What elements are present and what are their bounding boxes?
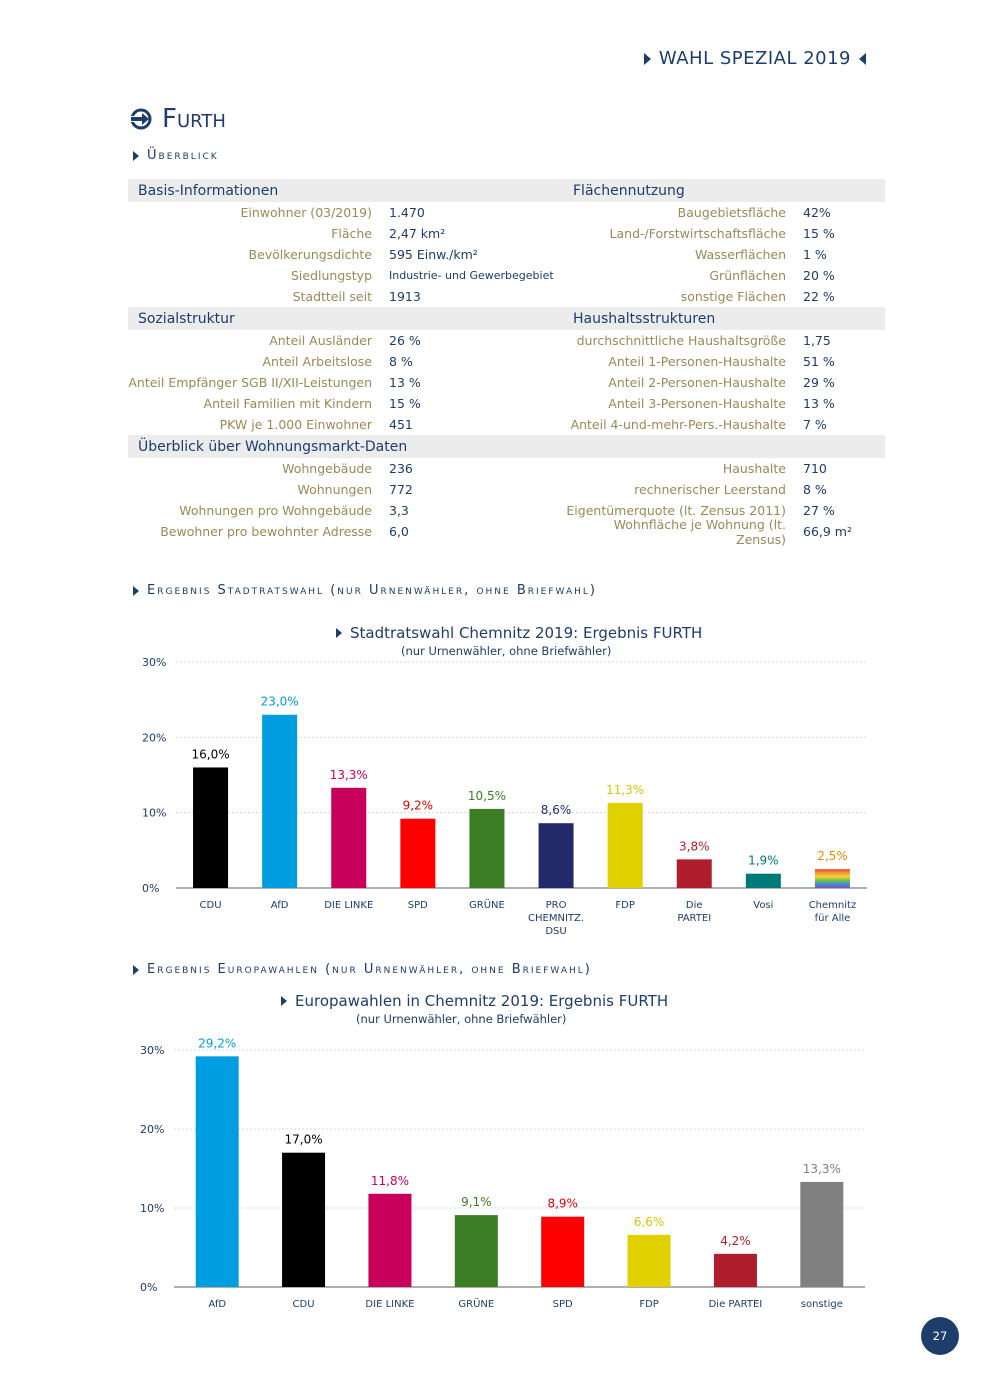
table-row	[128, 516, 885, 547]
data-label: 4,2%	[720, 1233, 751, 1248]
category-label: sonstige	[800, 1299, 843, 1310]
bar	[368, 1194, 411, 1287]
arrow-circle-icon	[130, 108, 152, 130]
row-label-right: Haushalte	[722, 461, 786, 476]
data-label: 2,5%	[817, 849, 848, 864]
category-label: für Alle	[814, 913, 851, 924]
category-label: AfD	[208, 1299, 227, 1310]
y-tick-label: 10%	[142, 806, 167, 820]
section-heading-stadtrat	[133, 583, 597, 598]
row-value-left: 451	[389, 417, 413, 432]
row-label-left: Anteil Ausländer	[269, 333, 372, 348]
triangle-right-icon	[281, 996, 287, 1006]
chart-title-text: Europawahlen in Chemnitz 2019: Ergebnis FURTH	[295, 992, 669, 1010]
data-label: 10,5%	[467, 788, 507, 803]
triangle-right-icon	[336, 628, 342, 638]
table-row	[128, 351, 885, 372]
data-label: 11,8%	[370, 1173, 409, 1188]
table-row	[128, 265, 885, 286]
table-row	[128, 286, 885, 307]
table-group-header	[128, 435, 885, 458]
bar	[608, 803, 643, 888]
page-number: 27	[921, 1317, 959, 1355]
data-label: 23,0%	[260, 694, 299, 709]
section-heading-europa	[133, 962, 592, 977]
row-label-left: Anteil Familien mit Kindern	[203, 396, 372, 411]
bar	[677, 859, 712, 888]
row-label-right: Eigentümerquote (lt. Zensus 2011)	[566, 503, 786, 518]
row-label-left: Wohnungen	[297, 482, 372, 497]
y-tick-label: 10%	[140, 1202, 165, 1215]
y-tick-label: 30%	[142, 656, 167, 669]
row-label-right: Land-/Forstwirtschaftsfläche	[609, 226, 786, 241]
row-label-right: Wasserflächen	[694, 247, 786, 262]
triangle-right-icon	[133, 586, 139, 596]
triangle-right-icon	[133, 965, 139, 975]
row-label-left: Bewohner pro bewohnter Adresse	[160, 524, 372, 539]
row-value-left: 236	[389, 461, 413, 476]
bar	[469, 809, 504, 888]
group-title-left: Basis-Informationen	[138, 182, 279, 199]
row-label-left: Einwohner (03/2019)	[240, 205, 372, 220]
page-title-text: Furth	[162, 104, 226, 134]
row-label-left: Anteil Arbeitslose	[262, 354, 372, 369]
section-heading-text: Ergebnis Europawahlen (nur Urnenwähler, ohne Briefwahl)	[147, 962, 592, 977]
category-label: SPD	[552, 1299, 573, 1310]
y-tick-label: 0%	[140, 1281, 158, 1294]
category-label: DIE LINKE	[365, 1299, 415, 1310]
chart-stadtrat	[0, 650, 990, 950]
row-value-right: 20 %	[803, 268, 835, 283]
row-value-left: 772	[389, 482, 413, 497]
category-label: AfD	[270, 900, 289, 911]
row-value-right: 27 %	[803, 503, 835, 518]
data-label: 16,0%	[191, 747, 230, 762]
chart-europa	[0, 1035, 990, 1315]
category-label: GRÜNE	[469, 900, 505, 911]
bar	[262, 715, 297, 888]
row-value-left: Industrie- und Gewerbegebiet	[389, 269, 554, 282]
chart-title-stadtrat	[336, 624, 702, 642]
row-value-left: 1.470	[389, 205, 425, 220]
y-tick-label: 20%	[142, 731, 167, 745]
chart-title-text: Stadtratswahl Chemnitz 2019: Ergebnis FURTH	[350, 624, 703, 642]
data-label: 11,3%	[606, 782, 645, 797]
row-value-left: 13 %	[389, 375, 421, 390]
category-label: Die PARTEI	[708, 1299, 763, 1310]
category-label: DIE LINKE	[324, 900, 374, 911]
chart-subtitle-europa: (nur Urnenwähler, ohne Briefwähler)	[356, 1012, 567, 1026]
category-label: CDU	[292, 1299, 315, 1310]
row-value-right: 22 %	[803, 289, 835, 304]
data-label: 8,9%	[547, 1196, 578, 1211]
bar	[455, 1215, 498, 1287]
row-value-left: 6,0	[389, 524, 409, 539]
bar	[714, 1254, 757, 1287]
chart-subtitle-stadtrat: (nur Urnenwähler, ohne Briefwähler)	[401, 644, 612, 658]
category-label: GRÜNE	[458, 1299, 495, 1310]
header-title	[644, 48, 866, 69]
data-label: 1,9%	[748, 853, 779, 868]
row-value-left: 26 %	[389, 333, 421, 348]
data-label: 13,3%	[329, 767, 368, 782]
row-label-left: Bevölkerungsdichte	[248, 247, 372, 262]
table-row	[128, 330, 885, 351]
row-value-right: 42%	[803, 205, 831, 220]
row-value-right: 66,9 m²	[803, 524, 852, 539]
row-label-left: PKW je 1.000 Einwohner	[219, 417, 372, 432]
y-tick-label: 0%	[142, 882, 160, 895]
table-row	[128, 202, 885, 223]
row-label-right: Anteil 2-Personen-Haushalte	[608, 375, 786, 390]
group-title-right: Haushaltsstrukturen	[573, 310, 716, 327]
bar	[815, 869, 850, 888]
data-label: 9,1%	[461, 1195, 492, 1210]
y-tick-label: 30%	[140, 1044, 165, 1057]
row-value-right: 7 %	[803, 417, 827, 432]
category-label: CHEMNITZ.	[528, 913, 585, 924]
row-value-left: 2,47 km²	[389, 226, 446, 241]
row-value-right: 13 %	[803, 396, 835, 411]
row-label-right: durchschnittliche Haushaltsgröße	[576, 333, 786, 348]
table-group-header	[128, 307, 885, 330]
row-label-left: Wohngebäude	[282, 461, 372, 476]
triangle-left-icon	[859, 53, 866, 65]
group-title-left: Überblick über Wohnungsmarkt-Daten	[138, 438, 408, 455]
bar	[331, 788, 366, 888]
row-value-right: 1 %	[803, 247, 827, 262]
data-label: 9,2%	[402, 798, 434, 813]
row-value-left: 1913	[389, 289, 421, 304]
data-label: 17,0%	[284, 1132, 323, 1147]
bar	[800, 1182, 843, 1287]
data-label: 8,6%	[540, 803, 572, 818]
category-label: CDU	[199, 900, 222, 911]
category-label: FDP	[615, 900, 635, 911]
row-value-left: 8 %	[389, 354, 413, 369]
row-label-right: sonstige Flächen	[680, 289, 786, 304]
header-title-text: WAHL SPEZIAL 2019	[658, 48, 851, 69]
row-label-left: Wohnungen pro Wohngebäude	[179, 503, 372, 518]
row-label-right: Baugebietsfläche	[677, 205, 786, 220]
category-label: Vosi	[753, 900, 774, 911]
page-title	[130, 104, 226, 134]
bar	[196, 1056, 239, 1287]
category-label: DSU	[545, 926, 567, 937]
category-label: FDP	[639, 1299, 659, 1310]
group-title-right: Flächennutzung	[573, 182, 685, 199]
table-row	[128, 393, 885, 414]
group-title-left: Sozialstruktur	[138, 310, 235, 327]
category-label: Chemnitz	[808, 900, 857, 911]
bar	[746, 874, 781, 888]
row-value-left: 3,3	[389, 503, 409, 518]
bar	[628, 1235, 671, 1287]
row-label-left: Anteil Empfänger SGB II/XII-Leistungen	[128, 375, 372, 390]
row-label-right: Grünflächen	[709, 268, 786, 283]
category-label: PRO	[545, 900, 567, 911]
table-row	[128, 414, 885, 435]
row-value-right: 15 %	[803, 226, 835, 241]
data-label: 29,2%	[198, 1036, 237, 1051]
triangle-right-icon	[644, 53, 651, 65]
table-row	[128, 479, 885, 500]
section-heading-text: Überblick	[147, 148, 219, 163]
data-label: 13,3%	[802, 1161, 841, 1176]
table-row	[128, 244, 885, 265]
table-row	[128, 458, 885, 479]
section-heading-text: Ergebnis Stadtratswahl (nur Urnenwähler, ohne Briefwahl)	[147, 583, 597, 598]
y-tick-label: 20%	[140, 1123, 165, 1136]
category-label: PARTEI	[677, 913, 712, 924]
table-row	[128, 372, 885, 393]
overview-table	[128, 179, 885, 547]
section-heading-overview	[133, 148, 219, 163]
row-value-right: 1,75	[803, 333, 831, 348]
row-label-right: Anteil 3-Personen-Haushalte	[608, 396, 786, 411]
bar	[400, 819, 435, 888]
row-value-right: 710	[803, 461, 827, 476]
row-value-right: 29 %	[803, 375, 835, 390]
bar	[539, 823, 574, 888]
row-label-right: Wohnfläche je Wohnung (lt. Zensus)	[613, 516, 786, 547]
triangle-right-icon	[133, 151, 139, 161]
chart-title-europa	[281, 992, 668, 1010]
row-label-right: rechnerischer Leerstand	[634, 482, 786, 497]
table-group-header	[128, 179, 885, 202]
row-label-right: Anteil 4-und-mehr-Pers.-Haushalte	[570, 417, 786, 432]
bar	[541, 1217, 584, 1287]
row-value-left: 15 %	[389, 396, 421, 411]
row-label-left: Stadtteil seit	[292, 289, 372, 304]
bar	[282, 1153, 325, 1287]
table-row	[128, 223, 885, 244]
bar	[193, 767, 228, 888]
row-label-right: Anteil 1-Personen-Haushalte	[608, 354, 786, 369]
category-label: Die	[685, 900, 703, 911]
data-label: 6,6%	[633, 1214, 665, 1229]
category-label: SPD	[407, 900, 428, 911]
row-value-left: 595 Einw./km²	[389, 247, 478, 262]
data-label: 3,8%	[679, 839, 710, 854]
row-value-right: 8 %	[803, 482, 827, 497]
row-label-left: Fläche	[331, 226, 372, 241]
row-value-right: 51 %	[803, 354, 835, 369]
row-label-left: Siedlungstyp	[290, 268, 372, 283]
